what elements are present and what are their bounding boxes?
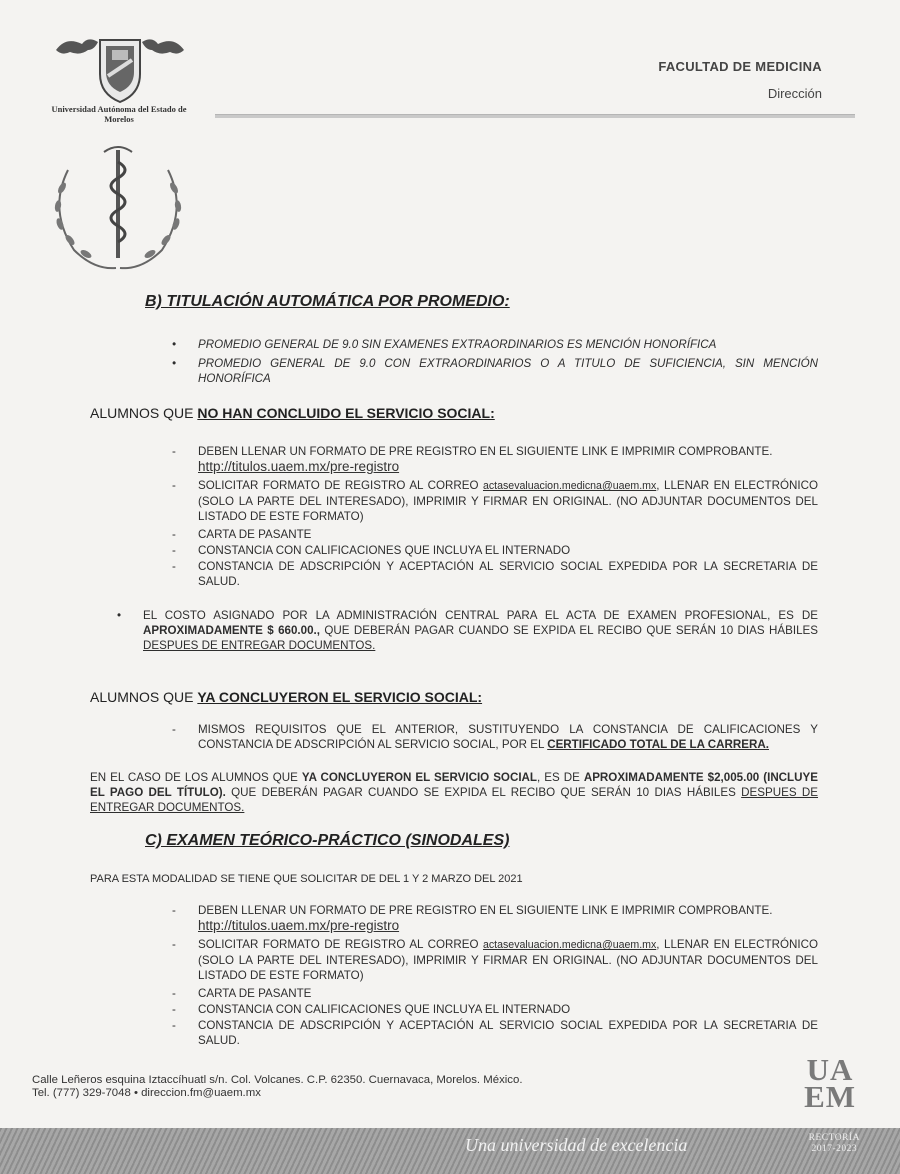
footer-slogan: Una universidad de excelencia: [465, 1135, 688, 1155]
cost-text: , ES DE: [537, 771, 584, 784]
item-text-cont: , LLENAR EN ELECTRÓNICO (SOLO LA PARTE DEL INTERESADO), IMPRIMIR Y FIRMAR EN ORIGINAL. (NO ADJUNTAR DOCUMENTOS DEL LISTADO DE ESTE FORMATO): [198, 938, 818, 982]
cost-amount: APROXIMADAMENTE $2,005.00 (INCLUYE EL PAGO DEL TÍTULO).: [90, 771, 818, 799]
item-text-cont: , LLENAR EN ELECTRÓNICO (SOLO LA PARTE DEL INTERESADO), IMPRIMIR Y FIRMAR EN ORIGINAL. (NO ADJUNTAR DOCUMENTOS DEL LISTADO DE ESTE FORMATO): [198, 479, 818, 523]
bullet-icon: •: [117, 609, 122, 622]
bullet-icon: •: [172, 357, 177, 370]
dash-icon: -: [172, 938, 176, 951]
list-item: [172, 1002, 818, 1017]
dash-icon: -: [172, 987, 176, 1000]
dash-icon: -: [172, 528, 176, 541]
item-text: SOLICITAR FORMATO DE REGISTRO AL CORREO: [198, 479, 483, 492]
contact-line: Tel. (777) 329-7048 • direccion.fm@uaem.mx: [32, 1087, 261, 1099]
item-text: CONSTANCIA CON CALIFICACIONES QUE INCLUYA EL INTERNADO: [198, 544, 571, 557]
item-text: DEBEN LLENAR UN FORMATO DE PRE REGISTRO EN EL SIGUIENTE LINK E IMPRIMIR COMPROBANTE.: [198, 904, 773, 917]
dash-icon: -: [172, 723, 176, 736]
preregistro-link[interactable]: http://titulos.uaem.mx/pre-registro: [198, 918, 400, 933]
dash-icon: -: [172, 544, 176, 557]
heading-prefix: ALUMNOS QUE: [90, 405, 198, 421]
list-item: [172, 559, 818, 589]
email-link[interactable]: actasevaluacion.medicna@uaem.mx: [482, 939, 657, 951]
concluded-cost-paragraph: [90, 770, 818, 815]
concluded-heading: [90, 689, 482, 705]
dash-icon: -: [172, 1019, 176, 1032]
logo-top: UA: [806, 1052, 854, 1087]
footer-address: [32, 1074, 523, 1100]
cost-note: DESPUES DE ENTREGAR DOCUMENTOS.: [90, 786, 819, 814]
address-line: Calle Leñeros esquina Iztaccíhuatl s/n. Col. Volcanes. C.P. 62350. Cuernavaca, Morelos. México.: [32, 1074, 523, 1086]
header-divider: [215, 114, 855, 118]
dash-icon: -: [172, 479, 176, 492]
cost-note: DESPUES DE ENTREGAR DOCUMENTOS.: [143, 639, 376, 652]
dash-icon: -: [172, 445, 176, 458]
section-c-intro: PARA ESTA MODALIDAD SE TIENE QUE SOLICITAR DE DEL 1 Y 2 MARZO DEL 2021: [90, 873, 523, 885]
rectoria-period: 2017-2023: [811, 1144, 858, 1154]
item-text: CONSTANCIA DE ADSCRIPCIÓN Y ACEPTACIÓN AL SERVICIO SOCIAL EXPEDIDA POR LA SECRETARIA DE SALUD.: [198, 560, 818, 588]
university-name: Universidad Autónoma del Estado de Morelos: [51, 104, 187, 124]
bullet-text: PROMEDIO GENERAL DE 9.0 SIN EXAMENES EXTRAORDINARIOS ES MENCIÓN HONORÍFICA: [198, 338, 717, 351]
list-item: [172, 444, 818, 475]
cost-emphasis: YA CONCLUYERON EL SERVICIO SOCIAL: [301, 771, 537, 784]
cost-text: QUE DEBERÁN PAGAR CUANDO SE EXPIDA EL RECIBO QUE SERÁN 10 DIAS HÁBILES: [225, 786, 742, 799]
item-text: CARTA DE PASANTE: [198, 528, 312, 541]
bullet-icon: •: [172, 338, 177, 351]
cost-amount: APROXIMADAMENTE $ 660.00.,: [143, 624, 320, 637]
cost-text: EN EL CASO DE LOS ALUMNOS QUE: [90, 771, 302, 784]
item-text: CARTA DE PASANTE: [198, 987, 312, 1000]
heading-prefix: ALUMNOS QUE: [90, 689, 198, 705]
list-item: [172, 543, 818, 558]
rectoria-label: RECTORÍA: [808, 1133, 860, 1143]
item-text: MISMOS REQUISITOS QUE EL ANTERIOR, SUSTITUYENDO LA CONSTANCIA DE CALIFICACIONES Y CONSTANCIA DE ADSCRIPCIÓN AL SERVICIO SOCIAL, POR EL: [198, 723, 818, 751]
list-item: [172, 722, 818, 752]
list-item: [172, 986, 818, 1001]
list-item: [172, 478, 818, 524]
list-item: [172, 527, 818, 542]
item-text: CONSTANCIA DE ADSCRIPCIÓN Y ACEPTACIÓN AL SERVICIO SOCIAL EXPEDIDA POR LA SECRETARIA DE SALUD.: [198, 1019, 818, 1047]
cost-text: QUE DEBERÁN PAGAR CUANDO SE EXPIDA EL RECIBO QUE SERÁN 10 DIAS HÁBILES: [319, 624, 818, 637]
dash-icon: -: [172, 904, 176, 917]
bullet-text: PROMEDIO GENERAL DE 9.0 CON EXTRAORDINARIOS O A TITULO DE SUFICIENCIA, SIN MENCIÓN HONORÍFICA: [198, 357, 818, 385]
cost-text: EL COSTO ASIGNADO POR LA ADMINISTRACIÓN CENTRAL PARA EL ACTA DE EXAMEN PROFESIONAL, ES DE: [143, 609, 818, 622]
list-item: [172, 937, 818, 983]
footer-band: [0, 1128, 900, 1174]
list-item: [172, 337, 818, 352]
dash-icon: -: [172, 560, 176, 573]
faculty-seal: [46, 128, 190, 275]
heading-emphasis: YA CONCLUYERON EL SERVICIO SOCIAL:: [197, 689, 483, 705]
list-item: [172, 356, 818, 386]
email-link[interactable]: actasevaluacion.medicna@uaem.mx: [482, 480, 657, 492]
item-text: CONSTANCIA CON CALIFICACIONES QUE INCLUYA EL INTERNADO: [198, 1003, 571, 1016]
item-text: SOLICITAR FORMATO DE REGISTRO AL CORREO: [198, 938, 483, 951]
faculty-name: FACULTAD DE MEDICINA: [658, 59, 822, 74]
department-name: Dirección: [767, 86, 822, 101]
item-text: DEBEN LLENAR UN FORMATO DE PRE REGISTRO EN EL SIGUIENTE LINK E IMPRIMIR COMPROBANTE.: [198, 445, 773, 458]
heading-emphasis: NO HAN CONCLUIDO EL SERVICIO SOCIAL:: [197, 405, 495, 421]
dash-icon: -: [172, 1003, 176, 1016]
section-c-title: C) EXAMEN TEÓRICO-PRÁCTICO (SINODALES): [145, 832, 510, 849]
section-b-title: B) TITULACIÓN AUTOMÁTICA POR PROMEDIO:: [145, 293, 510, 310]
logo-bottom: EM: [804, 1079, 856, 1114]
rectoria-badge: [809, 1133, 860, 1155]
cost-paragraph: [117, 608, 818, 653]
uaem-logo: [804, 1052, 856, 1114]
preregistro-link[interactable]: http://titulos.uaem.mx/pre-registro: [198, 459, 400, 474]
university-logo: [50, 32, 190, 109]
list-item: [172, 903, 818, 934]
not-concluded-heading: [90, 405, 495, 421]
list-item: [172, 1018, 818, 1048]
item-emphasis: CERTIFICADO TOTAL DE LA CARRERA.: [547, 738, 769, 751]
